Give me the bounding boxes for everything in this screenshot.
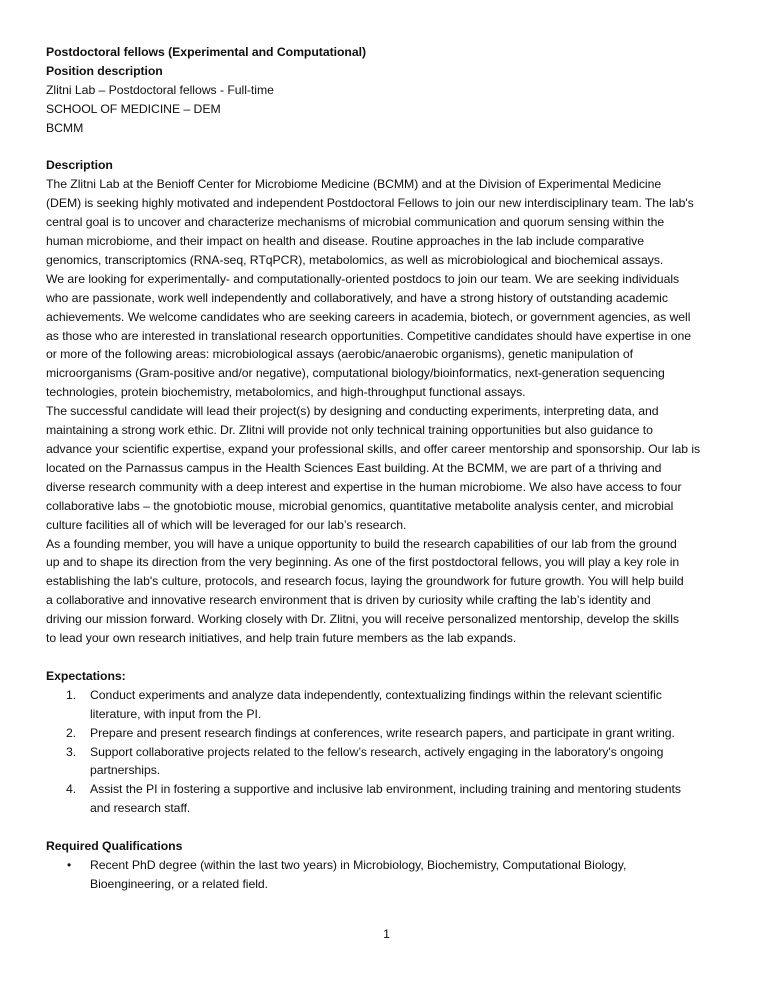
text-line: The Zlitni Lab at the Benioff Center for Microbiome Medicine (BCMM) and at the Division of Experimental Medicine (46, 177, 662, 192)
text-line: central goal is to uncover and characterize mechanisms of microbial communication and quorum sensing within the (46, 215, 665, 230)
text-line: collaborative labs – the gnotobiotic mouse, microbial genomics, quantitative metabolite analysis center, and microbial (46, 498, 674, 513)
list-item (46, 856, 734, 894)
text-line: culture facilities all of which will be leveraged for our lab’s research. (46, 517, 407, 532)
text-line: advance your scientific expertise, expand your professional skills, and offer career mentorship and sponsorship. Our lab is (46, 442, 701, 457)
text-line: Support collaborative projects related to the fellow’s research, actively engaging in the laboratory's ongoing (90, 744, 664, 759)
description-paragraph-2 (46, 270, 734, 402)
description-heading: Description (46, 158, 113, 173)
text-line: (DEM) is seeking highly motivated and independent Postdoctoral Fellows to join our new interdisciplinary team. The lab's (46, 196, 694, 211)
list-item (46, 743, 734, 781)
description-paragraph-4 (46, 535, 734, 648)
list-item-number: 3. (66, 744, 77, 759)
text-line: maintaining a strong work ethic. Dr. Zlitni will provide not only technical training opportunities but also guidance to (46, 423, 653, 438)
text-line: Recent PhD degree (within the last two years) in Microbiology, Biochemistry, Computational Biology, (90, 857, 627, 872)
meta-line-lab: Zlitni Lab – Postdoctoral fellows - Full-time (46, 82, 274, 97)
text-line: driving our mission forward. Working closely with Dr. Zlitni, you will receive personalized mentorship, develop the skills (46, 612, 679, 627)
text-line: genomics, transcriptomics (RNA-seq, RTqPCR), metabolomics, as well as microbiological and biochemical assays. (46, 252, 664, 267)
text-line: As a founding member, you will have a unique opportunity to build the research capabilities of our lab from the ground (46, 536, 677, 551)
text-line: who are passionate, work well independently and collaboratively, and have a strong history of outstanding academic (46, 290, 668, 305)
expectations-list (46, 686, 734, 818)
qualifications-list (46, 856, 734, 894)
text-line: technologies, protein biochemistry, metabolomics, and high-throughput functional assays. (46, 385, 526, 400)
section-gap (46, 648, 734, 667)
text-line: We are looking for experimentally- and computationally-oriented postdocs to join our team. We are seeking individuals (46, 271, 680, 286)
text-line: and research staff. (90, 801, 191, 816)
meta-line-school: SCHOOL OF MEDICINE – DEM (46, 101, 221, 116)
text-line: up and to shape its direction from the very beginning. As one of the first postdoctoral fellows, you will play a key role in (46, 555, 680, 570)
text-line: located on the Parnassus campus in the Health Sciences East building. At the BCMM, we are part of a thriving and (46, 460, 662, 475)
description-paragraph-1 (46, 175, 734, 270)
section-gap (46, 818, 734, 837)
text-line: establishing the lab's culture, protocols, and research focus, laying the groundwork for future growth. You will help build (46, 574, 684, 589)
text-line: human microbiome, and their impact on health and disease. Routine approaches in the lab include comparative (46, 234, 644, 249)
text-line: Conduct experiments and analyze data independently, contextualizing findings within the relevant scientific (90, 687, 662, 702)
text-line: Bioengineering, or a related field. (90, 876, 269, 891)
list-item (46, 686, 734, 724)
text-line: diverse research community with a deep interest and expertise in the human microbiome. We also have access to four (46, 479, 682, 494)
qualifications-heading: Required Qualifications (46, 839, 183, 854)
meta-line-center: BCMM (46, 120, 84, 135)
list-item-number: 1. (66, 687, 77, 702)
description-paragraph-3 (46, 402, 734, 534)
list-item (46, 724, 734, 743)
text-line: to lead your own research initiatives, and help train future members as the lab expands. (46, 631, 517, 646)
text-line: a collaborative and innovative research environment that is driven by curiosity while crafting the lab’s identity and (46, 593, 651, 608)
text-line: achievements. We welcome candidates who are seeking careers in academia, biotech, or government agencies, as well (46, 309, 691, 324)
page-number: 1 (383, 927, 390, 941)
text-line: or more of the following areas: microbiological assays (aerobic/anaerobic organisms), genetic manipulation of (46, 347, 633, 362)
bullet-icon: • (67, 857, 72, 872)
list-item (46, 780, 734, 818)
text-line: literature, with input from the PI. (90, 706, 262, 721)
text-line: microorganisms (Gram-positive and/or negative), computational biology/bioinformatics, next-generation sequencing (46, 366, 665, 381)
list-item-number: 4. (66, 782, 77, 797)
position-description-label: Position description (46, 63, 163, 78)
expectations-heading: Expectations: (46, 668, 126, 683)
list-item-number: 2. (66, 725, 77, 740)
text-line: The successful candidate will lead their project(s) by designing and conducting experiments, interpreting data, and (46, 404, 659, 419)
document-title: Postdoctoral fellows (Experimental and Computational) (46, 45, 366, 59)
text-line: Prepare and present research findings at conferences, write research papers, and participate in grant writing. (90, 725, 675, 740)
document-body (46, 43, 734, 894)
text-line: partnerships. (90, 763, 161, 778)
text-line: as those who are interested in translational research opportunities. Competitive candidates should have expertise in one (46, 328, 691, 343)
section-gap (46, 138, 734, 157)
text-line: Assist the PI in fostering a supportive and inclusive lab environment, including training and mentoring students (90, 782, 681, 797)
